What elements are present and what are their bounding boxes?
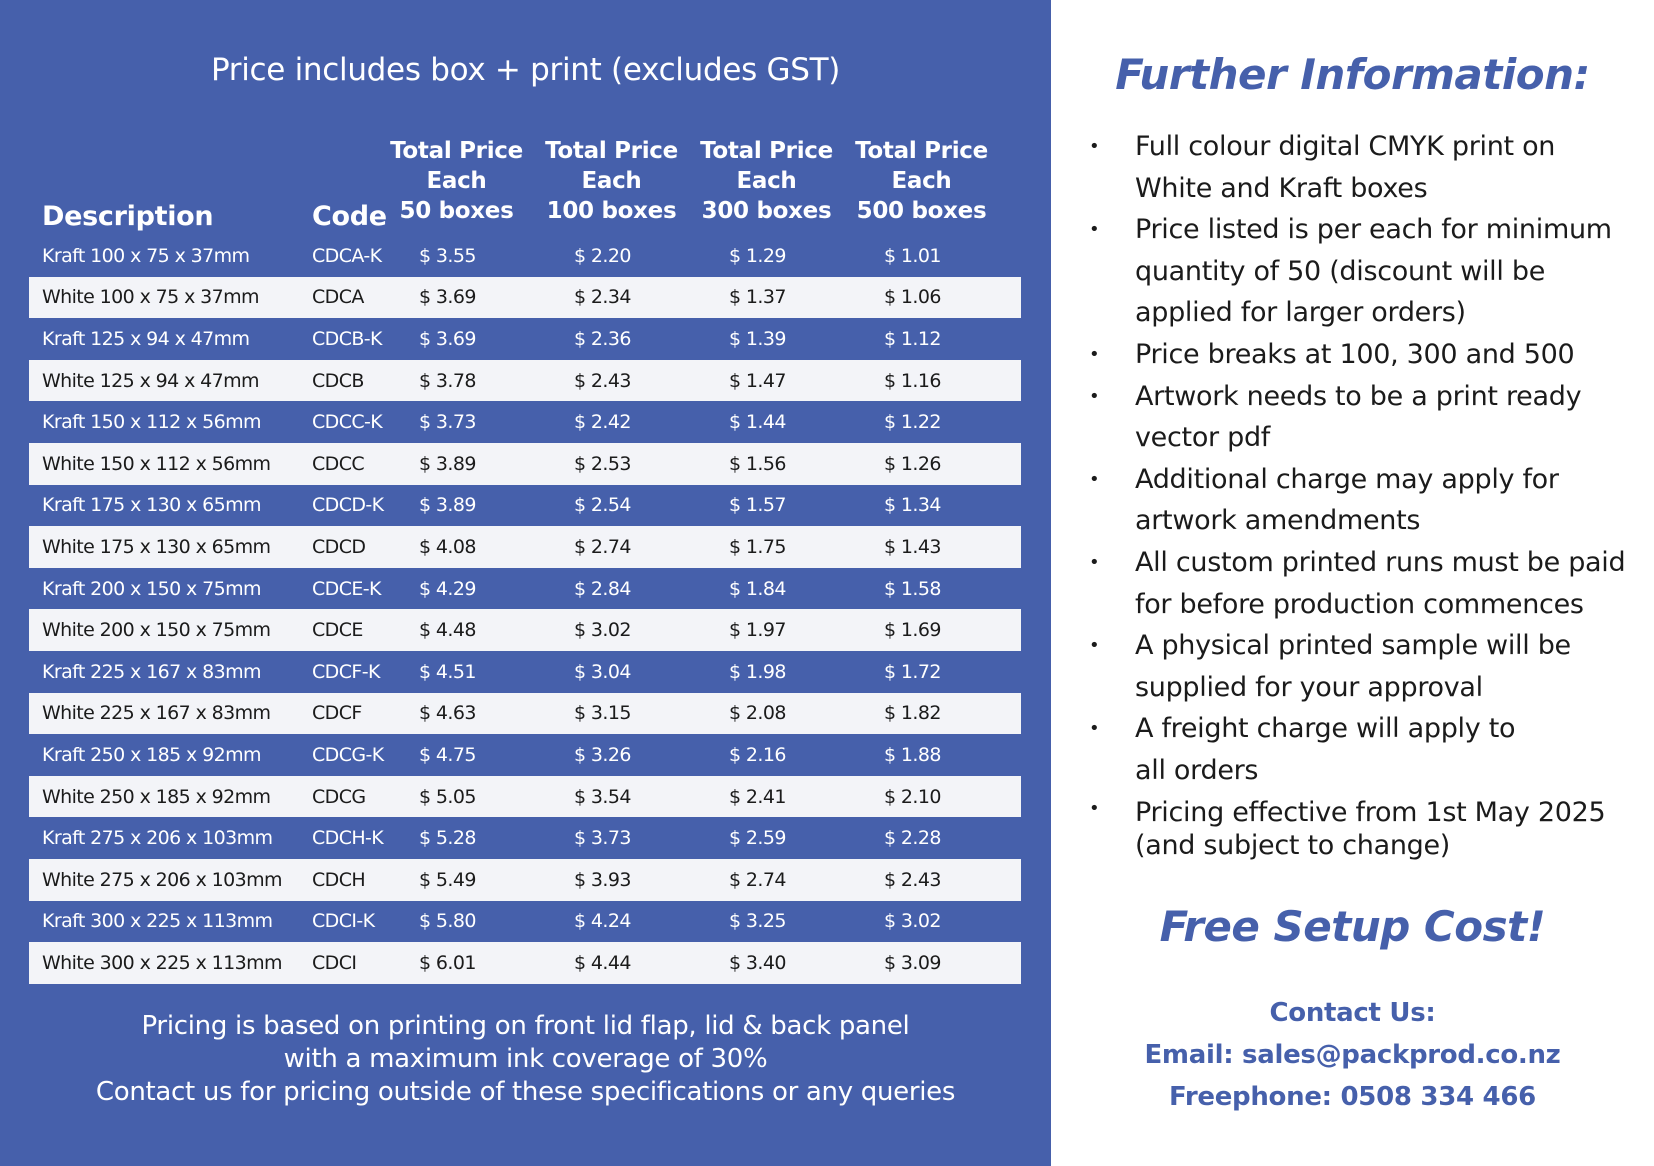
table-row [29, 651, 1021, 693]
row-description: White 100 x 75 x 37mm [42, 286, 259, 309]
row-code: CDCH [312, 868, 366, 891]
row-description: White 175 x 130 x 65mm [42, 535, 271, 558]
row-price: $ 2.59 [729, 827, 786, 850]
info-list-item [1085, 542, 1645, 625]
pricing-title: Price includes box + print (excludes GST) [210, 52, 841, 88]
row-code: CDCC [312, 452, 365, 475]
row-price: $ 3.02 [574, 619, 631, 642]
row-price: $ 1.06 [884, 286, 941, 309]
row-description: Kraft 200 x 150 x 75mm [42, 577, 261, 600]
row-price: $ 1.97 [729, 619, 786, 642]
row-code: CDCI-K [312, 910, 375, 933]
table-row [29, 277, 1021, 319]
row-code: CDCG-K [312, 743, 384, 766]
row-price: $ 1.75 [729, 535, 786, 558]
row-code: CDCI [312, 951, 357, 974]
table-row [29, 859, 1021, 901]
row-price: $ 3.73 [574, 827, 631, 850]
row-code: CDCF-K [312, 660, 380, 683]
row-price: $ 1.98 [729, 660, 786, 683]
row-price: $ 3.78 [419, 369, 476, 392]
row-price: $ 1.39 [729, 327, 786, 350]
row-price: $ 3.02 [884, 910, 941, 933]
info-list-item [1085, 126, 1645, 209]
row-price: $ 1.69 [884, 619, 941, 642]
table-row [29, 360, 1021, 402]
table-row [29, 901, 1021, 943]
row-price: $ 3.09 [884, 951, 941, 974]
info-list-item [1085, 459, 1645, 542]
row-price: $ 2.36 [574, 327, 631, 350]
row-price: $ 1.43 [884, 535, 941, 558]
row-code: CDCD-K [312, 494, 384, 517]
row-price: $ 5.49 [419, 868, 476, 891]
price-table [29, 132, 1021, 984]
row-price: $ 2.74 [574, 535, 631, 558]
row-price: $ 1.88 [884, 743, 941, 766]
table-row [29, 568, 1021, 610]
info-list-item [1085, 334, 1645, 376]
row-price: $ 3.15 [574, 702, 631, 725]
info-line: Artwork needs to be a print ready [1135, 380, 1582, 412]
bullet-icon: • [1089, 718, 1100, 740]
table-row [29, 235, 1021, 277]
row-code: CDCD [312, 535, 366, 558]
contact-heading: Contact Us: [1269, 998, 1436, 1028]
information-list [1085, 126, 1645, 862]
contact-block [1051, 992, 1654, 1118]
row-code: CDCH-K [312, 827, 384, 850]
info-list-item [1085, 376, 1645, 459]
row-price: $ 1.12 [884, 327, 941, 350]
row-code: CDCB [312, 369, 364, 392]
row-price: $ 3.89 [419, 494, 476, 517]
row-price: $ 1.29 [729, 244, 786, 267]
info-line: applied for larger orders) [1135, 297, 1466, 329]
contact-phone[interactable]: Freephone: 0508 334 466 [1169, 1082, 1536, 1112]
info-line: White and Kraft boxes [1135, 172, 1428, 204]
info-line: for before production commences [1135, 588, 1584, 620]
row-description: Kraft 225 x 167 x 83mm [42, 660, 261, 683]
table-row [29, 776, 1021, 818]
info-line: vector pdf [1135, 422, 1271, 454]
row-code: CDCA [312, 286, 364, 309]
bullet-icon: • [1089, 136, 1100, 157]
row-price: $ 2.34 [574, 286, 631, 309]
info-line: (and subject to change) [1135, 829, 1451, 861]
row-price: $ 2.28 [884, 827, 941, 850]
row-price: $ 1.26 [884, 452, 941, 475]
row-price: $ 2.43 [574, 369, 631, 392]
bullet-icon: • [1089, 635, 1100, 657]
row-price: $ 3.55 [419, 244, 476, 267]
row-description: Kraft 150 x 112 x 56mm [42, 411, 261, 434]
row-price: $ 2.10 [884, 785, 941, 808]
row-price: $ 3.40 [729, 951, 786, 974]
table-row [29, 942, 1021, 984]
info-line: Price listed is per each for minimum [1135, 214, 1612, 246]
row-code: CDCC-K [312, 411, 383, 434]
row-price: $ 1.58 [884, 577, 941, 600]
info-line: Full colour digital CMYK print on [1135, 131, 1556, 162]
row-code: CDCB-K [312, 327, 382, 350]
info-line: Price breaks at 100, 300 and 500 [1135, 338, 1575, 370]
row-description: White 125 x 94 x 47mm [42, 369, 259, 392]
row-price: $ 4.51 [419, 660, 476, 683]
row-price: $ 2.16 [729, 743, 786, 766]
bullet-icon: • [1089, 385, 1100, 407]
info-line: A freight charge will apply to [1135, 713, 1516, 745]
row-price: $ 4.24 [574, 910, 631, 933]
row-description: Kraft 100 x 75 x 37mm [42, 244, 250, 267]
row-code: CDCG [312, 785, 366, 808]
row-price: $ 1.57 [729, 494, 786, 517]
bullet-icon: • [1089, 551, 1100, 573]
row-price: $ 1.01 [884, 244, 941, 267]
contact-email[interactable]: Email: sales@packprod.co.nz [1144, 1040, 1561, 1070]
info-list-item [1085, 792, 1645, 862]
row-price: $ 1.82 [884, 702, 941, 725]
table-row [29, 401, 1021, 443]
row-description: White 200 x 150 x 75mm [42, 619, 271, 642]
pricing-footnote: Pricing is based on printing on front lid flap, lid & back panel with a maximum ink coverage of 30% Contact us for pricing outside of these specifications or any queries [95, 1011, 956, 1107]
row-price: $ 2.20 [574, 244, 631, 267]
table-row [29, 443, 1021, 485]
table-row [29, 734, 1021, 776]
bullet-icon: • [1089, 343, 1100, 365]
row-price: $ 4.29 [419, 577, 476, 600]
further-information-heading: Further Information: [1115, 50, 1590, 99]
info-line: Additional charge may apply for [1135, 463, 1559, 495]
row-price: $ 3.69 [419, 286, 476, 309]
row-price: $ 1.44 [729, 411, 786, 434]
info-line: A physical printed sample will be [1135, 630, 1571, 662]
row-price: $ 2.53 [574, 452, 631, 475]
row-description: Kraft 125 x 94 x 47mm [42, 327, 250, 350]
row-price: $ 2.54 [574, 494, 631, 517]
row-description: Kraft 275 x 206 x 103mm [42, 827, 273, 850]
table-body [29, 235, 1021, 984]
row-price: $ 2.08 [729, 702, 786, 725]
header-code: Code [312, 201, 387, 232]
table-row [29, 485, 1021, 527]
row-price: $ 5.28 [419, 827, 476, 850]
row-price: $ 5.05 [419, 785, 476, 808]
free-setup-banner: Free Setup Cost! [1159, 902, 1546, 951]
row-price: $ 1.84 [729, 577, 786, 600]
row-price: $ 1.47 [729, 369, 786, 392]
table-row [29, 318, 1021, 360]
row-description: White 225 x 167 x 83mm [42, 702, 271, 725]
row-code: CDCA-K [312, 244, 382, 267]
row-price: $ 3.25 [729, 910, 786, 933]
row-price: $ 2.43 [884, 868, 941, 891]
row-price: $ 1.72 [884, 660, 941, 683]
row-price: $ 1.16 [884, 369, 941, 392]
table-row [29, 609, 1021, 651]
info-line: supplied for your approval [1135, 671, 1483, 703]
row-price: $ 1.22 [884, 411, 941, 434]
row-code: CDCE-K [312, 577, 381, 600]
row-price: $ 4.08 [419, 535, 476, 558]
row-price: $ 4.48 [419, 619, 476, 642]
row-code: CDCE [312, 619, 363, 642]
table-row [29, 526, 1021, 568]
table-header [29, 132, 1021, 235]
row-description: Kraft 250 x 185 x 92mm [42, 743, 261, 766]
bullet-icon: • [1089, 797, 1100, 819]
row-price: $ 3.04 [574, 660, 631, 683]
table-row [29, 817, 1021, 859]
row-price: $ 3.54 [574, 785, 631, 808]
header-price-500: Total Price Each 500 boxes [855, 138, 988, 224]
row-price: $ 1.34 [884, 494, 941, 517]
row-description: Kraft 300 x 225 x 113mm [42, 910, 273, 933]
row-price: $ 3.93 [574, 868, 631, 891]
row-description: White 250 x 185 x 92mm [42, 785, 271, 808]
info-line: artwork amendments [1135, 505, 1421, 537]
row-price: $ 2.84 [574, 577, 631, 600]
row-price: $ 3.69 [419, 327, 476, 350]
row-price: $ 2.42 [574, 411, 631, 434]
info-list-item [1085, 708, 1645, 791]
row-code: CDCF [312, 702, 362, 725]
row-price: $ 4.75 [419, 743, 476, 766]
row-price: $ 6.01 [419, 951, 476, 974]
bullet-icon: • [1089, 219, 1100, 241]
row-price: $ 4.44 [574, 951, 631, 974]
row-price: $ 2.74 [729, 868, 786, 891]
info-line: all orders [1135, 754, 1259, 786]
row-price: $ 2.41 [729, 785, 786, 808]
row-price: $ 5.80 [419, 910, 476, 933]
header-price-300: Total Price Each 300 boxes [700, 138, 833, 224]
row-description: White 300 x 225 x 113mm [42, 951, 282, 974]
table-row [29, 693, 1021, 735]
info-list-item [1085, 625, 1645, 708]
row-price: $ 3.73 [419, 411, 476, 434]
row-price: $ 3.26 [574, 743, 631, 766]
row-description: Kraft 175 x 130 x 65mm [42, 494, 261, 517]
info-list-item [1085, 209, 1645, 334]
header-description: Description [42, 201, 214, 232]
row-price: $ 3.89 [419, 452, 476, 475]
row-price: $ 1.56 [729, 452, 786, 475]
row-description: White 150 x 112 x 56mm [42, 452, 271, 475]
bullet-icon: • [1089, 468, 1100, 490]
header-price-50: Total Price Each 50 boxes [390, 138, 523, 224]
info-line: Pricing effective from 1st May 2025 [1135, 796, 1606, 828]
info-line: All custom printed runs must be paid [1135, 546, 1626, 578]
header-price-100: Total Price Each 100 boxes [545, 138, 678, 224]
row-description: White 275 x 206 x 103mm [42, 868, 282, 891]
row-price: $ 1.37 [729, 286, 786, 309]
row-price: $ 4.63 [419, 702, 476, 725]
info-line: quantity of 50 (discount will be [1135, 255, 1546, 287]
